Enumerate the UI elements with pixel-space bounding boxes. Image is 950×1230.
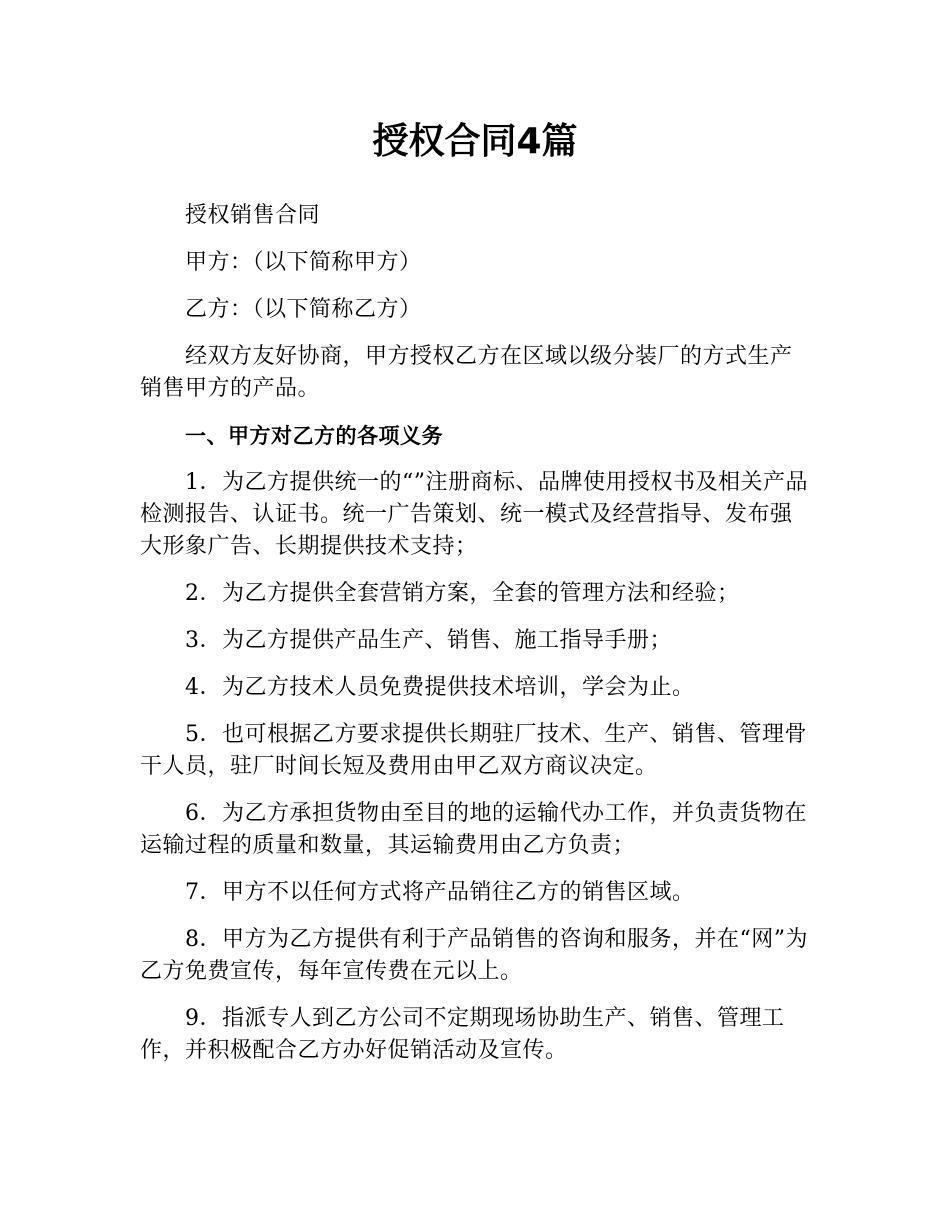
document-body xyxy=(140,200,810,1082)
clause-7: 7．甲方不以任何方式将产品销往乙方的销售区域。 xyxy=(185,880,695,905)
paragraph-party-b: 乙方：（以下简称乙方） xyxy=(185,297,422,322)
paragraph-intro: 经双方友好协商，甲方授权乙方在区域以级分装厂的方式生产销售甲方的产品。 xyxy=(140,344,793,401)
clause-5: 5．也可根据乙方要求提供长期驻厂技术、生产、销售、管理骨干人员，驻厂时间长短及费用由甲乙双方商议决定。 xyxy=(140,722,807,779)
clause-3: 3．为乙方提供产品生产、销售、施工指导手册； xyxy=(185,628,672,653)
paragraph-contract-name: 授权销售合同 xyxy=(185,203,321,228)
clause-9: 9．指派专人到乙方公司不定期现场协助生产、销售、管理工作，并积极配合乙方办好促销活动及宣传。 xyxy=(140,1006,785,1063)
paragraph-party-a: 甲方：（以下简称甲方） xyxy=(185,250,422,275)
clause-6: 6．为乙方承担货物由至目的地的运输代办工作，并负责货物在运输过程的质量和数量，其运输费用由乙方负责； xyxy=(140,801,807,858)
document-title: 授权合同4篇 xyxy=(372,121,578,162)
clause-8: 8．甲方为乙方提供有利于产品销售的咨询和服务，并在“网”为乙方免费宣传，每年宣传费在元以上。 xyxy=(140,927,808,984)
clause-4: 4．为乙方技术人员免费提供技术培训，学会为止。 xyxy=(185,675,695,700)
clause-2: 2．为乙方提供全套营销方案，全套的管理方法和经验； xyxy=(185,581,740,606)
clause-1: 1．为乙方提供统一的“”注册商标、品牌使用授权书及相关产品检测报告、认证书。统一广告策划、统一模式及经营指导、发布强大形象广告、长期提供技术支持； xyxy=(140,470,808,559)
section-heading-obligations: 一、甲方对乙方的各项义务 xyxy=(185,424,443,448)
